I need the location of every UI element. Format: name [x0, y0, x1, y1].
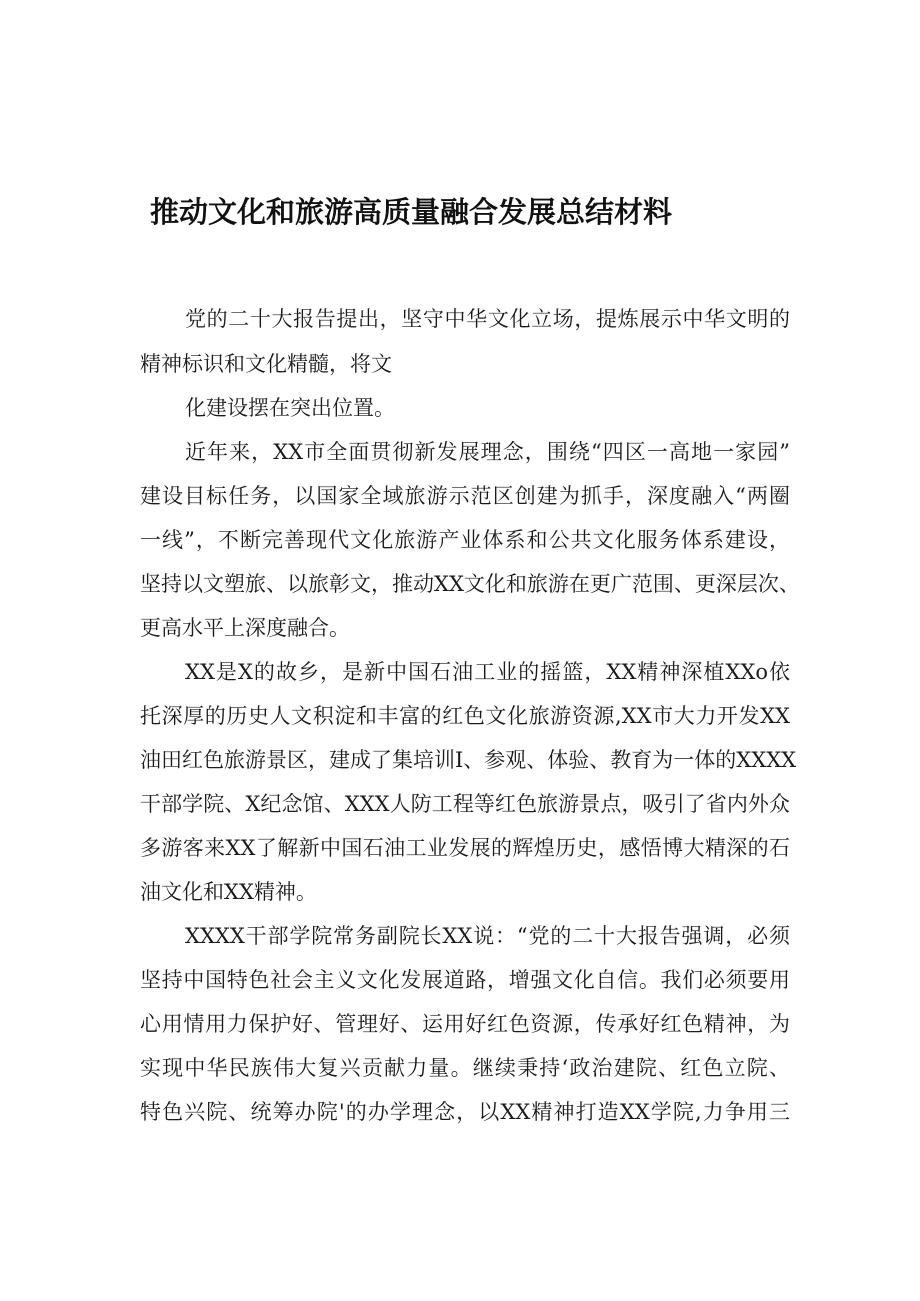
- text-line: 油田红色旅游景区，建成了集培训I、参观、体验、教育为一体的XXXX: [140, 748, 797, 772]
- text-line: 党的二十大报告提出，坚守中华文化立场，提炼展示中华文明的: [185, 307, 790, 331]
- text-line: 精神标识和文化精髓，将文: [140, 352, 392, 376]
- text-line: 特色兴院、统筹办院'的办学理念，以XX精神打造XX学院,力争用三: [140, 1100, 790, 1124]
- text-line: 托深厚的历史人文积淀和丰富的红色文化旅游资源,XX市大力开发XX: [140, 704, 790, 728]
- text-line: 干部学院、X纪念馆、XXX人防工程等红色旅游景点，吸引了省内外众: [140, 792, 790, 816]
- text-line: 更高水平上深度融合。: [140, 616, 350, 640]
- text-line: XX是X的故乡，是新中国石油工业的摇篮，XX精神深植XXo依: [185, 660, 790, 684]
- text-line: 实现中华民族伟大复兴贡献力量。继续秉持‘政治建院、红色立院、: [140, 1056, 790, 1080]
- text-line: 建设目标任务，以国家全域旅游示范区创建为抓手，深度融入“两圈: [140, 484, 790, 508]
- document-title: 推动文化和旅游高质量融合发展总结材料: [150, 195, 673, 229]
- text-line: 多游客来XX了解新中国石油工业发展的辉煌历史，感悟博大精深的石: [140, 836, 790, 860]
- text-line: 一线”，不断完善现代文化旅游产业体系和公共文化服务体系建设，: [140, 528, 790, 552]
- text-line: 近年来，XX市全面贯彻新发展理念，围绕“四区一高地一家园”: [185, 440, 790, 464]
- text-line: 坚持以文塑旅、以旅彰文，推动XX文化和旅游在更广范围、更深层次、: [140, 572, 800, 596]
- text-line: XXXX干部学院常务副院长XX说：“党的二十大报告强调，必须: [185, 924, 790, 948]
- text-line: 油文化和XX精神。: [140, 880, 317, 904]
- text-line: 坚持中国特色社会主义文化发展道路，增强文化自信。我们必须要用: [140, 968, 790, 992]
- text-line: 心用情用力保护好、管理好、运用好红色资源，传承好红色精神，为: [140, 1012, 790, 1036]
- text-line: 化建设摆在突出位置。: [185, 396, 395, 420]
